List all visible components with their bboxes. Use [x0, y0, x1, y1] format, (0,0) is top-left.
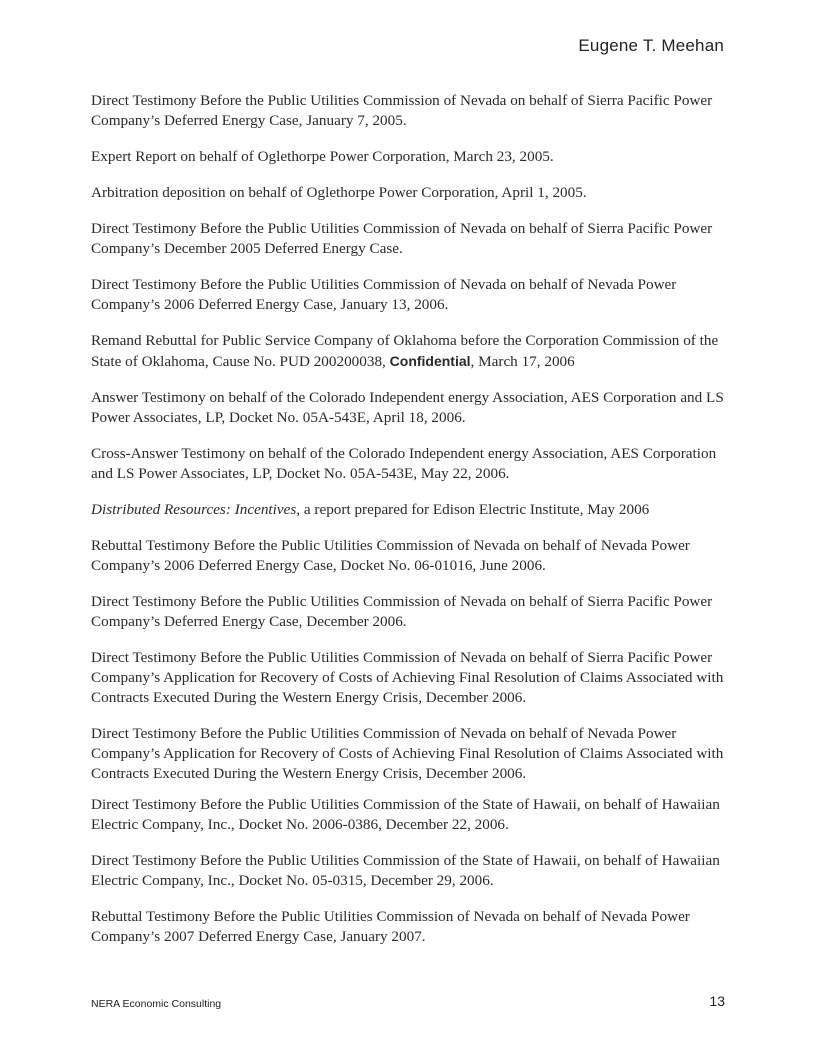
list-item: Direct Testimony Before the Public Utilities Commission of Nevada on behalf of Sierra Pacific Power Company’s Application for Recovery of Costs of Achieving Final Resolution of Claims Associated with Contracts Executed During the Western Energy Crisis, December 2006.: [91, 649, 724, 706]
page-header-author: Eugene T. Meehan: [578, 36, 724, 55]
list-item: Expert Report on behalf of Oglethorpe Power Corporation, March 23, 2005.: [91, 148, 554, 165]
page-number: 13: [709, 993, 725, 1009]
list-item: Direct Testimony Before the Public Utilities Commission of Nevada on behalf of Nevada Power Company’s Application for Recovery of Costs of Achieving Final Resolution of Claims Associated with Contracts Executed During the Western Energy Crisis, December 2006.: [91, 725, 724, 782]
list-item: Answer Testimony on behalf of the Colorado Independent energy Association, AES Corporation and LS Power Associates, LP, Docket No. 05A-543E, April 18, 2006.: [91, 389, 724, 426]
entry-text: Remand Rebuttal for Public Service Company of Oklahoma before the Corporation Commission of the State of Oklahoma, Cause No. PUD 200200038,: [91, 332, 719, 370]
list-item: Direct Testimony Before the Public Utilities Commission of Nevada on behalf of Sierra Pacific Power Company’s December 2005 Deferred Energy Case.: [91, 220, 713, 257]
list-item: Arbitration deposition on behalf of Oglethorpe Power Corporation, April 1, 2005.: [91, 184, 587, 201]
entry-text: , March 17, 2006: [470, 353, 575, 370]
confidential-label: Confidential: [389, 353, 471, 369]
list-item: Direct Testimony Before the Public Utilities Commission of the State of Hawaii, on behalf of Hawaiian Electric Company, Inc., Docket No. 2006-0386, December 22, 2006.: [91, 796, 720, 833]
list-item: [91, 500, 731, 520]
report-title: Distributed Resources: Incentives: [91, 501, 297, 518]
list-item: Direct Testimony Before the Public Utilities Commission of Nevada on behalf of Sierra Pacific Power Company’s Deferred Energy Case, December 2006.: [91, 593, 713, 630]
testimony-list: [91, 91, 731, 963]
list-item: Direct Testimony Before the Public Utilities Commission of Nevada on behalf of Nevada Power Company’s 2006 Deferred Energy Case, January 13, 2006.: [91, 276, 677, 313]
entry-text: , a report prepared for Edison Electric Institute, May 2006: [296, 501, 650, 518]
list-item: Direct Testimony Before the Public Utilities Commission of Nevada on behalf of Sierra Pacific Power Company’s Deferred Energy Case, January 7, 2005.: [91, 92, 713, 129]
list-item: Cross-Answer Testimony on behalf of the Colorado Independent energy Association, AES Corporation and LS Power Associates, LP, Docket No. 05A-543E, May 22, 2006.: [91, 445, 717, 482]
footer-company: NERA Economic Consulting: [91, 998, 222, 1010]
list-item: Rebuttal Testimony Before the Public Utilities Commission of Nevada on behalf of Nevada Power Company’s 2006 Deferred Energy Case, Docket No. 06-01016, June 2006.: [91, 537, 690, 574]
list-item: [91, 331, 731, 372]
list-item: Direct Testimony Before the Public Utilities Commission of the State of Hawaii, on behalf of Hawaiian Electric Company, Inc., Docket No. 05-0315, December 29, 2006.: [91, 852, 720, 889]
list-item: Rebuttal Testimony Before the Public Utilities Commission of Nevada on behalf of Nevada Power Company’s 2007 Deferred Energy Case, January 2007.: [91, 908, 690, 945]
